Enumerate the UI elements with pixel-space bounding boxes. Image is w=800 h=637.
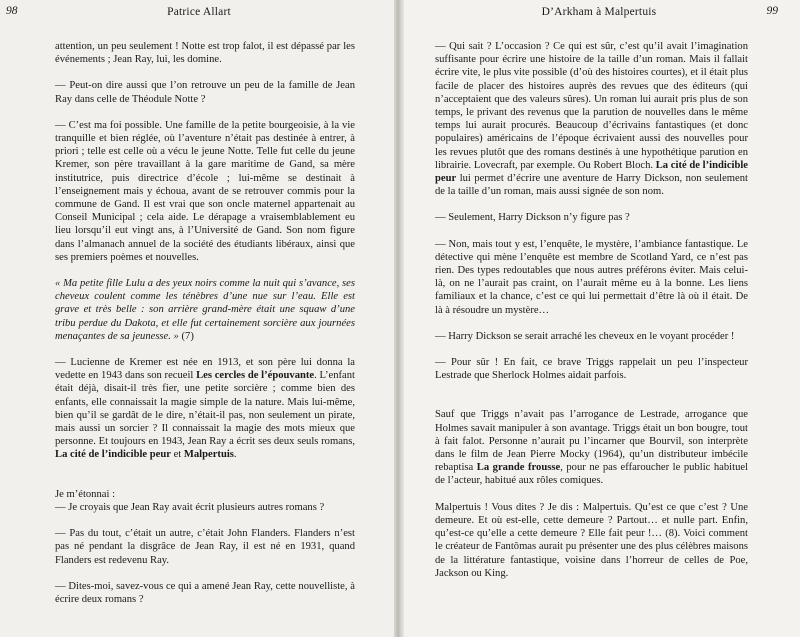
right-page-number: 99 — [766, 5, 778, 17]
left-running-head: Patrice Allart — [167, 6, 231, 18]
text-run: Sauf que Triggs n’avait pas l’arrogance de Lestrade, arrogance que Holmes savait manipuler à son avantage. Triggs était un bon bougre, tout à fait falot. Personne n’aurait pu l’incarner que Bourvil, son interprète dans le film de Jean Pierre Mocky (1964), qu’un distributeur imbécile rebaptisa — [435, 409, 748, 474]
left-page-number: 98 — [6, 5, 18, 17]
text-run: , pour ne pas effaroucher le public habituel de l’acteur, habitué aux rôles comiques. — [435, 462, 749, 487]
paragraph: — Pas du tout, c’était un autre, c’était John Flanders. Flanders n’est pas né pendant la disgrâce de Jean Ray, il est né en 1931, quand Flanders est redevenu Ray. — [55, 528, 355, 566]
film-title: La grande frousse — [476, 462, 561, 474]
paragraph: — Dites-moi, savez-vous ce qui a amené Jean Ray, cette nouvelliste, à écrire deux romans ? — [55, 580, 355, 605]
paragraph: — Non, mais tout y est, l’enquête, le mystère, l’ambiance fantastique. Le détective qui mène l’enquête est membre de Scotland Yard, ce n’est pas rien. Des types redoutables que nous autres préférons éviter. Mais celui-là, on ne l’aurait pas craint, on l’aurait même eu à la bonne. Les liens familiaux et la chance, c’est ce qui lui permettait d’être là où il était. De là à résoudre un mystère… — [435, 238, 748, 316]
left-page — [0, 0, 398, 637]
paragraph: — Harry Dickson se serait arraché les cheveux en le voyant procéder ! — [435, 330, 735, 342]
paragraph: — Peut-on dire aussi que l’on retrouve un peu de la famille de Jean Ray dans celle de Théodule Notte ? — [55, 80, 355, 105]
text-run: et — [170, 449, 184, 461]
quotation — [55, 277, 355, 343]
text-run: — Qui sait ? L’occasion ? Ce qui est sûr, c’est qu’il avait l’imagination suffisante pour écrire une histoire de la taille d’un roman. Mais il fallait écrire vite, le plus vite possible (d’où des histoires courtes), et il était plus facile de placer des histoires auprès des revues que des éditeurs (qui n’acceptaient que des valeurs sûres). Un roman lui aurait pris plus de son temps, le privant des revenus que la parution de nouvelles dans le même temps lui aurait procurés. Beaucoup d’écrivains fantastiques (et donc populaires) américains de l’époque écrivaient aussi des nouvelles pour les revues plutôt que des romans destinés à une hypothétique parution en librairie. Lovecraft, par exemple. Ou Robert Bloch. — [435, 41, 748, 171]
text-run: — Lucienne de Kremer est née en 1913, et son père lui donna la vedette en 1943 dans son recueil — [55, 357, 355, 382]
paragraph: attention, un peu seulement ! Notte est trop falot, il est dépassé par les événements ; Jean Ray, lui, les domine. — [55, 41, 355, 66]
paragraph — [435, 40, 748, 198]
footnote-ref: (7) — [178, 330, 194, 342]
paragraph: Malpertuis ! Vous dites ? Je dis : Malpertuis. Qu’est ce que c’est ? Une demeure. Et où est-elle, cette demeure ? Partout… et nulle part. Enfin, qu’est-ce qu’elle a cette demeure ? Elle fait peur !… (8). Voici comment le créateur de Fantômas aurait pu présenter une des plus célèbres maisons de la littérature fantastique, voisine dans l’horreur de celles de Poe, Jackson ou King. — [435, 501, 748, 579]
paragraph — [435, 408, 748, 487]
book-title: La cité de l’indicible peur — [55, 449, 171, 461]
book-title: Les cercles de l’épouvante — [196, 370, 315, 382]
paragraph: — Pour sûr ! En fait, ce brave Triggs rappelait un peu l’inspecteur Lestrade que Sherlock Holmes aidait parfois. — [435, 357, 748, 382]
right-page — [398, 0, 800, 637]
left-text-column — [55, 40, 355, 606]
book-title: La cité de l’indicible peur — [435, 159, 749, 185]
right-text-column — [435, 40, 748, 580]
paragraph: — Je croyais que Jean Ray avait écrit plusieurs autres romans ? — [55, 501, 325, 513]
book-gutter — [394, 0, 404, 637]
paragraph: — C’est ma foi possible. Une famille de la petite bourgeoisie, à la vie tranquille et bien réglée, où l’aventure n’était pas destinée à entrer, à priori ; telle est celle où a vécu le jeune Notte. Telle fut celle du jeune Kremer, son père travaillant à la gare maritime de Gand, sa mère institutrice, puis directrice d’école ; lui-même se destinait à l’enseignement mais y échoua, avant de se retrouver commis pour la commune de Gand. Il est vrai que son oncle maternel appartenait au Conseil Municipal ; cela aide. Le dérapage a vraisemblablement eu lieu lorsqu’il eut vingt ans, à l’Université de Gand. Son nom figure dans l’almanach annuel de la société des étudiants libéraux, ainsi que ses premiers poèmes et nouvelles. — [55, 119, 355, 263]
text-run: . — [233, 449, 237, 461]
paragraph: — Seulement, Harry Dickson n’y figure pas ? — [435, 212, 630, 224]
paragraph: Je m’étonnai : — [55, 488, 116, 500]
text-run: lui permet d’écrire une aventure de Harry Dickson, non seulement de la taille d’un roman, mais aussi signée de son nom. — [435, 173, 748, 198]
right-running-head: D’Arkham à Malpertuis — [541, 6, 657, 18]
text-run: . L’enfant était déjà, disait-il très fier, une petite sorcière ; comme bien des enfants, elle connaissait la magie simple de la nature. Mais lui-même, bien qu’il se gardât de le dire, n’était-il pas, non seulement un pirate, mais aussi un sorcier ? Il connaissait la magie des mots mieux que personne. Et toujours en 1943, Jean Ray a écrit ses deux seuls romans, — [55, 370, 355, 448]
paragraph — [55, 356, 355, 462]
quotation-text: « Ma petite fille Lulu a des yeux noirs comme la nuit qui s’avance, ses cheveux coulent comme les ténèbres d’une nue sur l’eau. Elle est grave et très belle : son arrière grand-mère était une squaw d’une tribu perdue du Dakota, et elle fut certainement sorcière aux journées menaçantes de sa jeunesse. » — [55, 278, 355, 342]
book-title: Malpertuis — [183, 449, 234, 461]
